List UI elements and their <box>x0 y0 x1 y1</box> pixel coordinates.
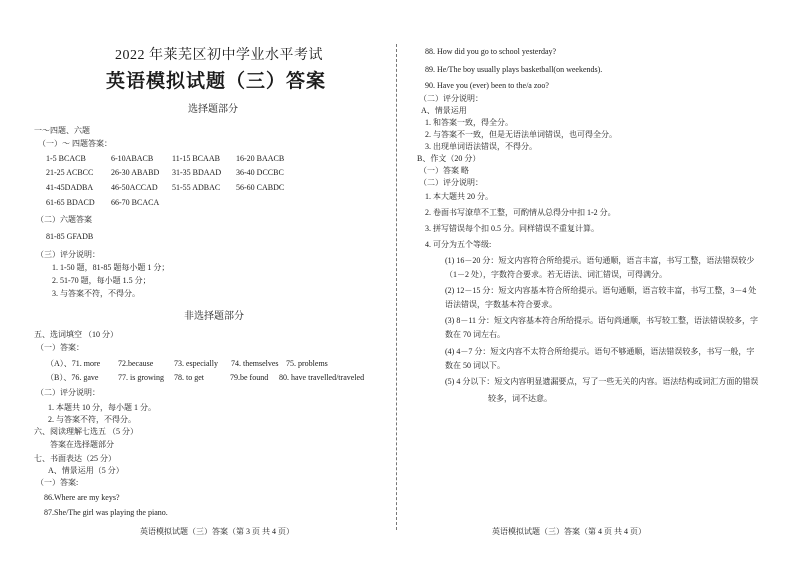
answer-cell: 26-30 ABABD <box>111 168 160 177</box>
q5-subheading: （一）答案： <box>36 343 84 352</box>
scoring-heading: （二）评分说明： <box>419 178 483 187</box>
grade-level-line: (3) 8－11 分：短文内容基本符合所给提示。语句尚通顺，书写较工整，语法错误较多，字 <box>445 316 759 325</box>
scoring-item: 1. 1-50 题，81-85 题每小题 1 分； <box>52 263 170 272</box>
scoring-item: 3. 出现单词语法错误，不得分。 <box>425 142 537 151</box>
grade-level-line: 数在 70 词左右。 <box>445 330 505 339</box>
part2-answer: 81-85 GFADB <box>46 232 94 241</box>
section-heading-choice: 选择题部分 <box>188 104 238 115</box>
answer-item: 90. Have you (ever) been to the/a zoo? <box>425 81 549 90</box>
q7-heading: 七、书面表达（25 分） <box>34 454 116 463</box>
scoring-item: 1. 本题共 10 分，每小题 1 分。 <box>48 403 156 412</box>
answer-item: 89. He/The boy usually plays basketball(on weekends). <box>425 65 603 74</box>
answer-note: （一）答案 略 <box>419 166 469 175</box>
grade-level-line: 数在 50 词以下。 <box>445 361 505 370</box>
answer-cell: 75. problems <box>286 359 328 368</box>
page-footer: 英语模拟试题（三）答案（第 4 页 共 4 页） <box>492 527 646 536</box>
scoring-item: 1. 和答案一致，得全分。 <box>425 118 513 127</box>
section-heading-nonchoice: 非选择题部分 <box>184 311 244 322</box>
grade-level-line: 较多，词不达意。 <box>488 394 552 403</box>
subsection-heading: A、情景运用 <box>421 106 467 115</box>
grade-level-line: 语法错误，字数基本符合要求。 <box>445 300 557 309</box>
scoring-item: 4. 可分为五个等级: <box>425 240 492 249</box>
answer-item: 87.She/The girl was playing the piano. <box>44 508 168 517</box>
answer-cell: 80. have travelled/traveled <box>279 373 365 382</box>
grade-level-line: (5) 4 分以下：短文内容明显遗漏要点，写了一些无关的内容。语法结构或词汇方面的错误 <box>445 377 759 386</box>
answer-cell: 73. especially <box>174 359 218 368</box>
q7-subsection: A、情景运用（5 分） <box>48 466 124 475</box>
answer-cell: 21-25 ACBCC <box>46 168 94 177</box>
part1-heading: 一～四题、六题 <box>34 126 90 135</box>
scoring-item: 2. 卷面书写潦草不工整，可酌情从总得分中扣 1-2 分。 <box>425 208 616 217</box>
answer-cell: 1-5 BCACB <box>46 154 86 163</box>
answer-cell: 6-10ABACB <box>111 154 154 163</box>
scoring-item: 2. 与答案不符，不得分。 <box>48 415 136 424</box>
grade-level-line: (4) 4－7 分：短文内容不太符合所给提示。语句不够通顺，语法错误较多，书写一般，字 <box>445 347 755 356</box>
part2-heading: （二）六题答案 <box>36 215 92 224</box>
q6-heading: 六、阅读理解七选五 （5 分） <box>34 427 138 436</box>
answer-cell: 78. to get <box>174 373 204 382</box>
answer-cell: 66-70 BCACA <box>111 198 160 207</box>
answer-cell: 61-65 BDACD <box>46 198 95 207</box>
answer-cell: 31-35 BDAAD <box>172 168 222 177</box>
scoring-item: 3. 拼写错误每个扣 0.5 分。同样错误不重复计算。 <box>425 224 599 233</box>
scoring-item: 2. 51-70 题，每小题 1.5 分； <box>52 276 151 285</box>
exam-title: 2022 年莱芜区初中学业水平考试 <box>115 48 323 63</box>
grade-level-line: （1－2 处），字数符合要求。若无语法、词汇错误，可得满分。 <box>445 270 667 279</box>
grade-level-line: (2) 12－15 分：短文内容基本符合所给提示。语句通顺，语言较丰富，书写工整，3－4 处 <box>445 286 757 295</box>
answer-cell: （A）、71. more <box>46 359 101 368</box>
answer-cell: 46-50ACCAD <box>111 183 158 192</box>
scoring-heading: （三）评分说明： <box>36 250 100 259</box>
answer-cell: 72.because <box>118 359 154 368</box>
answer-cell: 74. themselves <box>231 359 279 368</box>
scoring-heading: （二）评分说明： <box>419 94 483 103</box>
answer-item: 88. How did you go to school yesterday? <box>425 47 557 56</box>
answer-cell: 56-60 CABDC <box>236 183 285 192</box>
answer-cell: 36-40 DCCBC <box>236 168 284 177</box>
scoring-item: 1. 本大题共 20 分。 <box>425 192 493 201</box>
page-footer: 英语模拟试题（三）答案（第 3 页 共 4 页） <box>140 527 294 536</box>
scoring-item: 3. 与答案不符，不得分。 <box>52 289 140 298</box>
answer-cell: 16-20 BAACB <box>236 154 285 163</box>
answer-key-title: 英语模拟试题（三）答案 <box>106 70 327 92</box>
q6-note: 答案在选择题部分 <box>50 440 114 449</box>
answer-cell: 77. is growing <box>118 373 164 382</box>
answer-cell: （B）、76. gave <box>46 373 99 382</box>
answer-cell: 41-45DADBA <box>46 183 94 192</box>
q7-subheading: （一）答案: <box>36 478 79 487</box>
scoring-item: 2. 与答案不一致，但是无语法单词错误，也可得全分。 <box>425 130 617 139</box>
subsection-heading: B、作文（20 分） <box>417 154 481 163</box>
grade-level-line: (1) 16－20 分：短文内容符合所给提示。语句通顺，语言丰富，书写工整，语法错误较少 <box>445 256 755 265</box>
answer-cell: 79.be found <box>230 373 269 382</box>
right-page <box>397 0 794 561</box>
answer-item: 86.Where are my keys? <box>44 493 120 502</box>
q5-scoring-heading: （二）评分说明： <box>36 388 100 397</box>
answer-cell: 51-55 ADBAC <box>172 183 221 192</box>
part1-subheading: （一）～ 四题答案： <box>38 139 112 148</box>
answer-cell: 11-15 BCAAB <box>172 154 220 163</box>
q5-heading: 五、选词填空 （10 分） <box>34 330 118 339</box>
